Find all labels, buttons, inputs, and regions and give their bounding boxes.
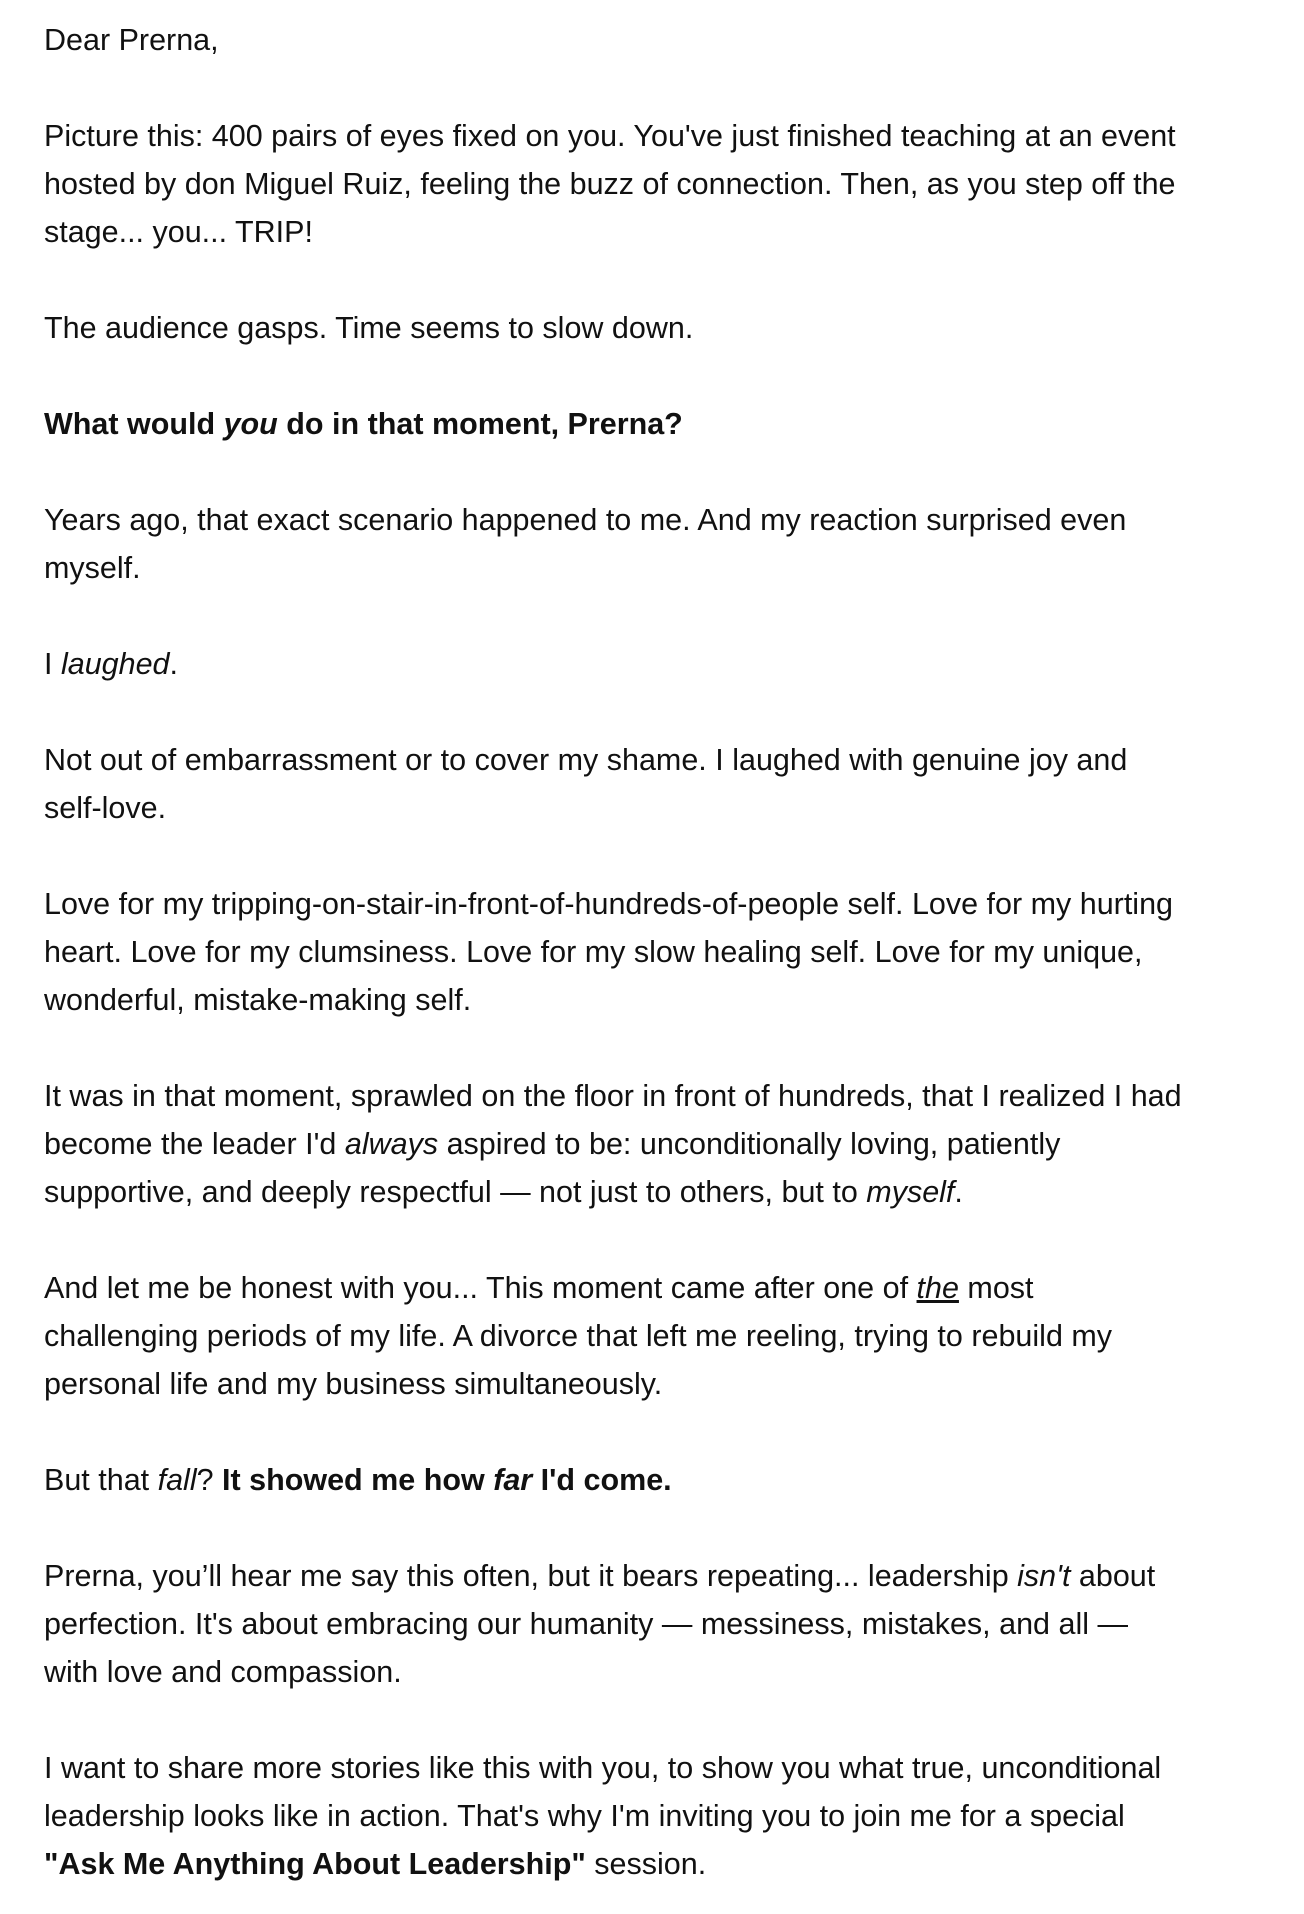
- paragraph-love-for-my: [44, 880, 1244, 1024]
- text-line: personal life and my business simultaneously.: [44, 1367, 663, 1401]
- paragraph-in-that-moment: It was in that moment, sprawled on the floor in front of hundreds, that I realized I had become the leader I'd always aspired to be: unconditionally loving, patiently supportive, and deeply respectful — not just to others, but to myself.: [44, 1079, 1182, 1209]
- emphasis-far: far: [493, 1463, 533, 1497]
- greeting: Dear Prerna,: [44, 23, 219, 57]
- emphasis-you: you: [223, 407, 278, 441]
- emphasis-always: always: [344, 1127, 439, 1161]
- text-line: I want to share more stories like this with you, to show you what true, unconditional: [44, 1751, 1162, 1785]
- paragraph-what-would-you-do: [44, 400, 1244, 448]
- emphasis-myself: myself: [866, 1175, 955, 1209]
- text-line: Years ago, that exact scenario happened to me. And my reaction surprised even: [44, 503, 1127, 537]
- text-line: challenging periods of my life. A divorce that left me reeling, trying to rebuild my: [44, 1319, 1113, 1353]
- bold-how-far: It showed me how far I'd come.: [222, 1463, 672, 1497]
- text-line: wonderful, mistake-making self.: [44, 983, 472, 1017]
- text-line: leadership looks like in action. That's why I'm inviting you to join me for a special: [44, 1799, 1125, 1833]
- text-line: Love for my tripping-on-stair-in-front-of-hundreds-of-people self. Love for my hurting: [44, 887, 1174, 921]
- paragraph-inviting-you: I want to share more stories like this with you, to show you what true, unconditional leadership looks like in action. That's why I'm inviting you to join me for a special "Ask Me Anything About Leadership" session.: [44, 1751, 1162, 1881]
- paragraph-leadership-isnt: Prerna, you’ll hear me say this often, but it bears repeating... leadership isn't about perfection. It's about embracing our humanity — messiness, mistakes, and all — with love and compassion.: [44, 1559, 1156, 1689]
- text-line: with love and compassion.: [44, 1655, 402, 1689]
- text-line: It was in that moment, sprawled on the floor in front of hundreds, that I realized I had: [44, 1079, 1182, 1113]
- text-line: myself.: [44, 551, 141, 585]
- text-line: stage... you... TRIP!: [44, 215, 313, 249]
- emphasis-the: the: [916, 1271, 959, 1305]
- bold-question: What would you do in that moment, Prerna?: [44, 407, 683, 441]
- paragraph-audience-gasps: The audience gasps. Time seems to slow down.: [44, 311, 694, 345]
- text-line: Not out of embarrassment or to cover my shame. I laughed with genuine joy and: [44, 743, 1128, 777]
- text-line: Picture this: 400 pairs of eyes fixed on you. You've just finished teaching at an event: [44, 119, 1176, 153]
- session-title: "Ask Me Anything About Leadership": [44, 1847, 586, 1881]
- text-line: self-love.: [44, 791, 167, 825]
- text-line: perfection. It's about embracing our humanity — messiness, mistakes, and all —: [44, 1607, 1128, 1641]
- text-line: heart. Love for my clumsiness. Love for my slow healing self. Love for my unique,: [44, 935, 1143, 969]
- paragraph-not-out-of-embarrassment: [44, 736, 1244, 832]
- emphasis-laughed: laughed: [60, 647, 170, 681]
- paragraph-years-ago: [44, 496, 1244, 592]
- paragraph-picture-this: [44, 112, 1244, 256]
- paragraph-but-that-fall: But that fall? It showed me how far I'd come.: [44, 1463, 672, 1497]
- emphasis-isnt: isn't: [1017, 1559, 1071, 1593]
- paragraph-be-honest: And let me be honest with you... This moment came after one of the most challenging periods of my life. A divorce that left me reeling, trying to rebuild my personal life and my business simultaneously.: [44, 1271, 1113, 1401]
- paragraph-i-laughed: I laughed.: [44, 647, 178, 681]
- email-body: [44, 0, 1244, 1888]
- text-line: hosted by don Miguel Ruiz, feeling the buzz of connection. Then, as you step off the: [44, 167, 1176, 201]
- paragraph-spacer: [44, 64, 1244, 112]
- emphasis-fall: fall: [157, 1463, 197, 1497]
